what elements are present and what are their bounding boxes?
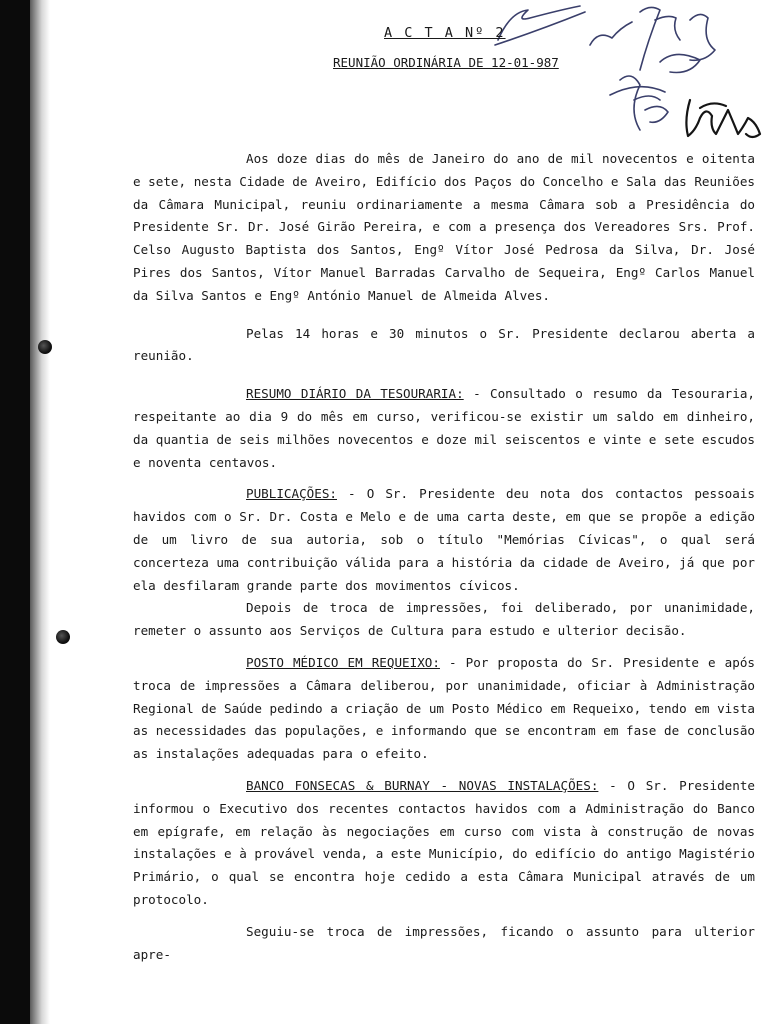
paragraph-text: - O Sr. Presidente deu nota dos contactos pessoais havidos com o Sr. Dr. Costa e Melo e de uma carta deste, em que se propõe a edição de um livro de sua autoria, sob o título "Memórias Cívicas", o qual será concerteza uma contribuição válida para a história da cidade de Aveiro, já que por ela desfilaram grande parte dos movimentos cívicos. [133,486,755,593]
signature-stroke [620,76,668,130]
signature-stroke [700,103,726,108]
paragraph [133,652,755,766]
section-heading: PUBLICAÇÕES: [246,486,337,502]
signature-stroke [660,54,700,72]
paragraph [133,921,755,967]
paragraph-text: Depois de troca de impressões, foi deliberado, por unanimidade, remeter o assunto aos Serviços de Cultura para estudo e ulterior decisão. [133,600,755,639]
paragraph [133,483,755,597]
minutes-body [133,148,755,966]
paragraph-text: - Consultado o resumo da Tesouraria, respeitante ao dia 9 do mês em curso, verificou-se existir um saldo em dinheiro, da quantia de seis milhões novecentos e doze mil seiscentos e vinte e sete escudos e noventa centavos. [133,386,755,470]
section-heading: BANCO FONSECAS & BURNAY - NOVAS INSTALAÇÕES: [246,777,599,793]
paragraph-text: - O Sr. Presidente informou o Executivo dos recentes contactos havidos com a Administração do Banco em epígrafe, em relação às negociações em curso com vista à construção de novas instalações e à provável venda, a este Município, do edifício do antigo Magistério Primário, o qual se encontra hoje cedido a esta Câmara Municipal através de um protocolo. [133,777,755,907]
signature-stroke [590,7,715,70]
paragraph [133,148,755,308]
paragraph-text: - Por proposta do Sr. Presidente e após troca de impressões a Câmara deliberou, por unanimidade, oficiar à Administração Regional de Saúde pedindo a criação de um Posto Médico em Requeixo, tendo em vista as necessidades das populações, e informando que se encontram em fase de conclusão as instalações adequadas para o efeito. [133,654,755,762]
document-subtitle: REUNIÃO ORDINÁRIA DE 12-01-987 [333,55,559,70]
signature-stroke [498,6,580,40]
paragraph-text: Pelas 14 horas e 30 minutos o Sr. Presidente declarou aberta a reunião. [133,325,755,364]
section-heading: RESUMO DIÁRIO DA TESOURARIA: [246,386,464,402]
binder-ring-hole [38,340,52,354]
signature-stroke [495,12,585,45]
document-title: A C T A Nº 2 [384,25,506,41]
binder-ring-hole [56,630,70,644]
paragraph-text: Seguiu-se troca de impressões, ficando o assunto para ulterior apre- [133,923,755,962]
paragraph [133,597,755,643]
paragraph-text: Aos doze dias do mês de Janeiro do ano de mil novecentos e oitenta e sete, nesta Cidade de Aveiro, Edifício dos Paços do Concelho e Sala das Reuniões da Câmara Municipal, reuniu ordinariamente a mesma Câmara sob a Presidência do Presidente Sr. Dr. José Girão Pereira, e com a presença dos Vereadores Srs. Prof. Celso Augusto Baptista dos Santos, Engº Vítor José Pedrosa da Silva, Dr. José Pires dos Santos, Vítor Manuel Barradas Carvalho de Sequeira, Engº Carlos Manuel da Silva Santos e Engº António Manuel de Almeida Alves. [133,151,755,303]
signatures [0,0,770,160]
paragraph [133,323,755,369]
paragraph [133,383,755,474]
section-heading: POSTO MÉDICO EM REQUEIXO: [246,654,440,670]
paragraph [133,775,755,912]
